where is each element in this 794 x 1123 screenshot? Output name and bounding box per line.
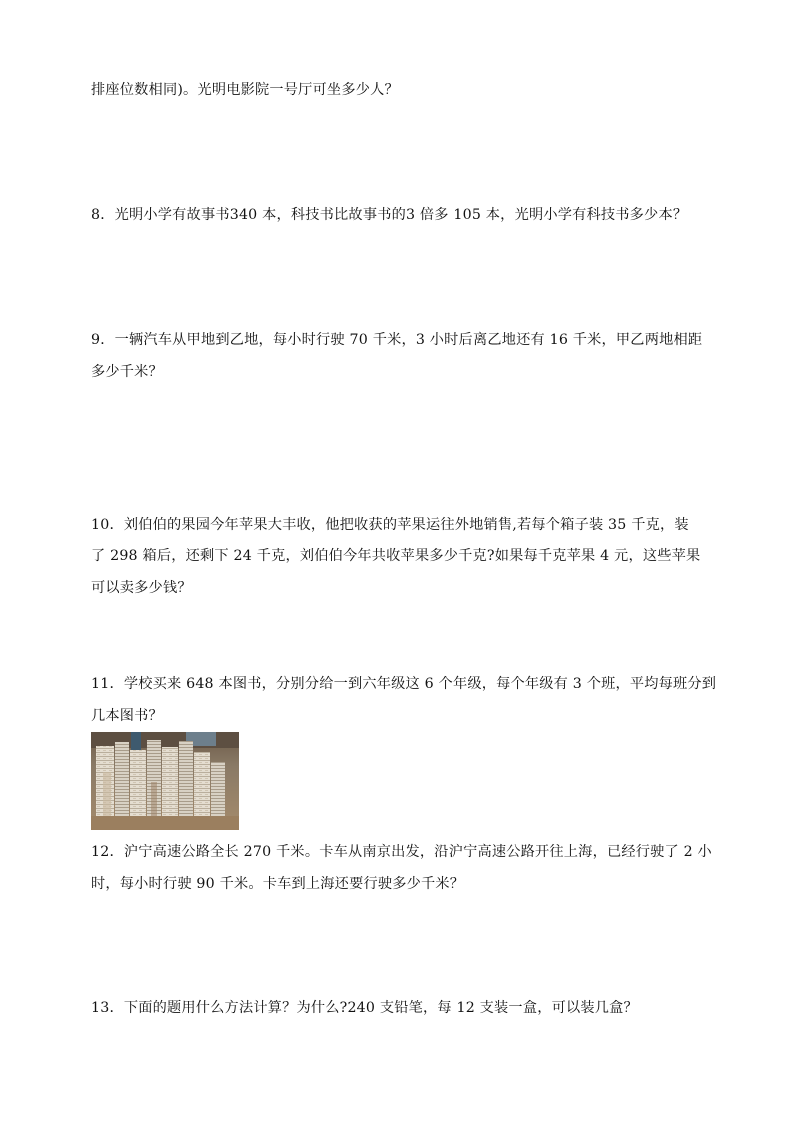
question-12-line-1: 12．沪宁高速公路全长 270 千米。卡车从南京出发，沿沪宁高速公路开往上海，已经行驶了 2 小 <box>91 844 712 860</box>
question-10-line-2: 了 298 箱后，还剩下 24 千克，刘伯伯今年共收苹果多少千克?如果每千克苹果 4 元，这些苹果 <box>91 548 701 564</box>
question-10-line-1: 10．刘伯伯的果园今年苹果大丰收，他把收获的苹果运往外地销售,若每个箱子装 35 千克，装 <box>91 517 689 533</box>
question-10-line-3: 可以卖多少钱？ <box>91 580 192 596</box>
question-11-line-2: 几本图书？ <box>91 708 163 724</box>
question-12-line-2: 时，每小时行驶 90 千米。卡车到上海还要行驶多少千米？ <box>91 876 465 892</box>
question-9-line-2: 多少千米？ <box>91 364 163 380</box>
question-13: 13．下面的题用什么方法计算？为什么?240 支铅笔，每 12 支装一盒，可以装几盒？ <box>91 1000 638 1016</box>
question-8: 8．光明小学有故事书340 本，科技书比故事书的3 倍多 105 本，光明小学有科技书多少本？ <box>91 207 688 223</box>
question-7-continuation: 排座位数相同)。光明电影院一号厅可坐多少人？ <box>91 82 399 98</box>
question-11-line-1: 11．学校买来 648 本图书，分别分给一到六年级这 6 个年级，每个年级有 3 个班，平均每班分到 <box>91 676 717 692</box>
books-stack-photo <box>91 732 239 830</box>
question-9-line-1: 9．一辆汽车从甲地到乙地，每小时行驶 70 千米，3 小时后离乙地还有 16 千米，甲乙两地相距 <box>91 332 703 348</box>
